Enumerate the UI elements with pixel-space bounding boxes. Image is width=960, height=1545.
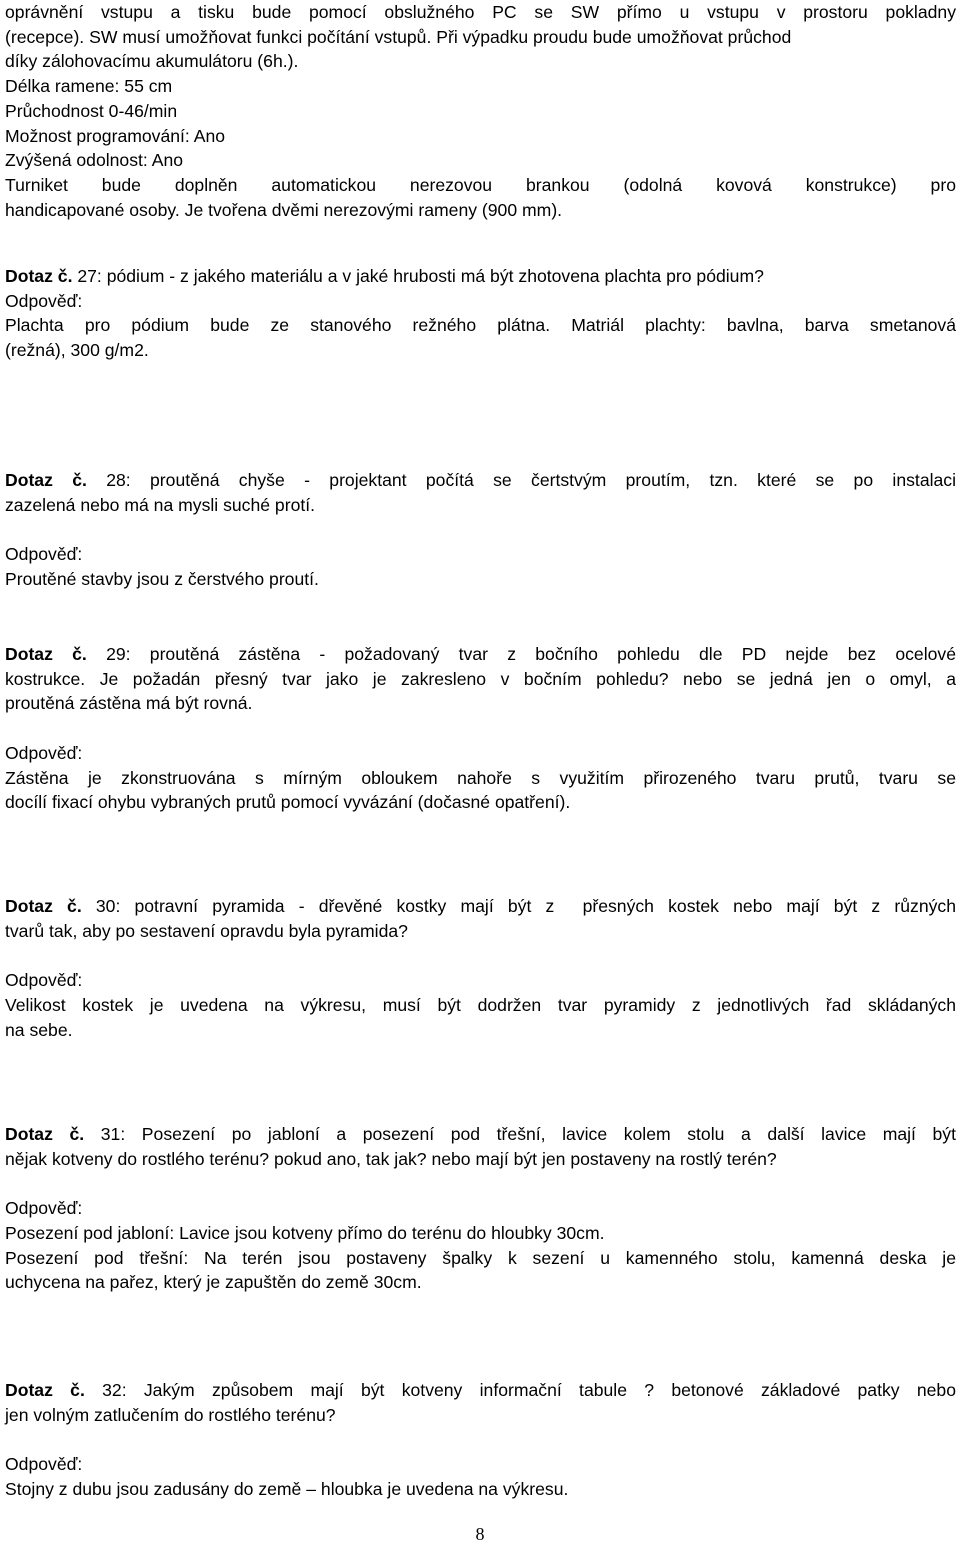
qa-item-32: [5, 1378, 956, 1502]
answer-line: Zástěna je zkonstruována s mírným obloukem nahoře s využitím přirozeného tvaru prutů, tvaru se: [5, 767, 956, 788]
answer-line: Posezení pod třešní: Na terén jsou postaveny špalky k sezení u kamenného stolu, kamenná deska je: [5, 1247, 956, 1268]
question-label: Dotaz č.: [5, 470, 87, 490]
qa-item-29: [5, 642, 956, 815]
intro-line: (recepce). SW musí umožňovat funkci počítání vstupů. Při výpadku proudu bude umožňovat průchod: [5, 26, 792, 47]
answer-label: Odpověď:: [5, 544, 83, 565]
question-text: 28: proutěná chyše - projektant počítá se čertstvým proutím, tzn. které se po instalaci: [86, 470, 956, 490]
answer-line: (režná), 300 g/m2.: [5, 340, 149, 361]
qa-item-27: [5, 264, 956, 363]
question-text: 27: pódium - z jakého materiálu a v jaké hrubosti má být zhotovena plachta pro pódium?: [72, 266, 764, 286]
answer-label: Odpověď:: [5, 290, 83, 311]
answer-line: uchycena na pařez, který je zapuštěn do země 30cm.: [5, 1272, 422, 1293]
question-label: Dotaz č.: [5, 1124, 85, 1144]
answer-label: Odpověď:: [5, 742, 83, 763]
question-line: kostrukce. Je požadán přesný tvar jako je zakresleno v bočním pohledu? nebo se jedná jen o omyl, a: [5, 668, 956, 689]
answer-line: Stojny z dubu jsou zadusány do země – hloubka je uvedena na výkresu.: [5, 1478, 569, 1499]
question-label: Dotaz č.: [5, 896, 82, 916]
question-text: 29: proutěná zástěna - požadovaný tvar z bočního pohledu dle PD nejde bez ocelové: [86, 644, 956, 664]
qa-item-30: [5, 894, 956, 1042]
answer-line: Proutěné stavby jsou z čerstvého proutí.: [5, 568, 319, 589]
question-line: tvarů tak, aby po sestavení opravdu byla pyramida?: [5, 920, 408, 941]
answer-line: Velikost kostek je uvedena na výkresu, musí být dodržen tvar pyramidy z jednotlivých řad skládaných: [5, 994, 956, 1015]
intro-line: handicapované osoby. Je tvořena dvěmi nerezovými rameny (900 mm).: [5, 199, 563, 220]
answer-line: Posezení pod jabloní: Lavice jsou kotveny přímo do terénu do hloubky 30cm.: [5, 1222, 605, 1243]
answer-line: docílí fixací ohybu vybraných prutů pomocí vyvázání (dočasné opatření).: [5, 792, 571, 813]
question-line: proutěná zástěna má být rovná.: [5, 693, 253, 714]
intro-line: Délka ramene: 55 cm: [5, 76, 173, 97]
intro-line: Zvýšená odolnost: Ano: [5, 150, 184, 171]
intro-line: oprávnění vstupu a tisku bude pomocí obslužného PC se SW přímo u vstupu v prostoru pokladny: [5, 2, 956, 22]
question-label: Dotaz č.: [5, 1380, 85, 1400]
question-line: zazelená nebo má na mysli suché protí.: [5, 494, 316, 515]
intro-line: Průchodnost 0-46/min: [5, 100, 178, 121]
question-line: [5, 894, 956, 919]
question-text: 31: Posezení po jabloní a posezení pod třešní, lavice kolem stolu a další lavice mají být: [84, 1124, 956, 1144]
intro-line: díky zálohovacímu akumulátoru (6h.).: [5, 51, 299, 72]
answer-line: na sebe.: [5, 1019, 73, 1040]
question-line: [5, 642, 956, 667]
qa-item-28: [5, 468, 956, 592]
question-text: 32: Jakým způsobem mají být kotveny informační tabule ? betonové základové patky nebo: [84, 1380, 956, 1400]
question-label: Dotaz č.: [5, 266, 73, 286]
question-line: [5, 1122, 956, 1147]
question-line: [5, 468, 956, 493]
intro-line: Možnost programování: Ano: [5, 125, 226, 146]
question-line: [5, 264, 956, 289]
question-line: jen volným zatlučením do rostlého terénu?: [5, 1404, 336, 1425]
question-text: 30: potravní pyramida - dřevěné kostky mají být z přesných kostek nebo mají být z různých: [81, 896, 956, 916]
qa-item-31: [5, 1122, 956, 1295]
answer-line: Plachta pro pódium bude ze stanového režného plátna. Matriál plachty: bavlna, barva smetanová: [5, 315, 956, 336]
answer-label: Odpověď:: [5, 1198, 83, 1219]
answer-label: Odpověď:: [5, 970, 83, 991]
question-line: nějak kotveny do rostlého terénu? pokud ano, tak jak? nebo mají být jen postaveny na rostlý terén?: [5, 1148, 777, 1169]
intro-block: [5, 0, 956, 222]
question-line: [5, 1378, 956, 1403]
intro-line: Turniket bude doplněn automatickou nerezovou brankou (odolná kovová konstrukce) pro: [5, 174, 956, 195]
question-label: Dotaz č.: [5, 644, 87, 664]
answer-label: Odpověď:: [5, 1454, 83, 1475]
page-number: 8: [475, 1524, 485, 1544]
